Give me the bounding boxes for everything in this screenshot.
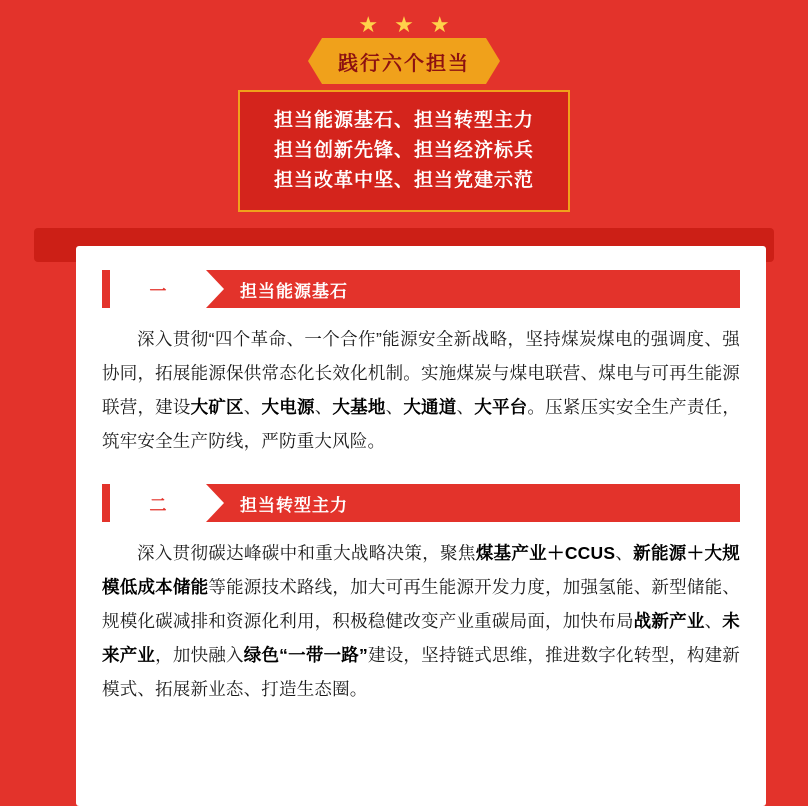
banner-subtitle-line-2: 担当创新先锋、担当经济标兵 bbox=[273, 140, 534, 161]
section-1-header bbox=[102, 270, 740, 308]
banner-subtitle-box bbox=[238, 90, 570, 212]
section-1-body: 深入贯彻“四个革命、一个合作”能源安全新战略，坚持煤炭煤电的强调度、强协同，拓展能源保供常态化长效化机制。实施煤炭与煤电联营、煤电与可再生能源联营，建设大矿区、大电源、大基地、大通道、大平台。压紧压实安全生产责任，筑牢安全生产防线，严防重大风险。 bbox=[102, 329, 741, 451]
banner-title-plate bbox=[322, 38, 486, 84]
header-banner bbox=[0, 0, 808, 218]
section-1-number: 一 bbox=[110, 270, 206, 308]
content-card bbox=[76, 246, 766, 806]
section-2 bbox=[76, 484, 766, 706]
section-2-title: 担当转型主力 bbox=[240, 495, 348, 515]
stars-decoration: ★★★ bbox=[358, 12, 466, 37]
banner-title: 践行六个担当 bbox=[338, 52, 470, 75]
section-2-body: 深入贯彻碳达峰碳中和重大战略决策，聚焦煤基产业＋CCUS、新能源＋大规模低成本储能等能源技术路线，加大可再生能源开发力度，加强氢能、新型储能、规模化碳减排和资源化利用，积极稳健改变产业重碳局面，加快布局战新产业、未来产业，加快融入绿色“一带一路”建设，坚持链式思维，推进数字化转型，构建新模式、拓展新业态、打造生态圈。 bbox=[102, 543, 741, 699]
banner-subtitle-line-3: 担当改革中坚、担当党建示范 bbox=[273, 170, 534, 191]
banner-subtitle-line-1: 担当能源基石、担当转型主力 bbox=[273, 110, 534, 131]
section-2-number: 二 bbox=[110, 484, 206, 522]
section-2-header bbox=[102, 484, 740, 522]
section-1-title: 担当能源基石 bbox=[240, 281, 348, 301]
section-1 bbox=[76, 270, 766, 458]
